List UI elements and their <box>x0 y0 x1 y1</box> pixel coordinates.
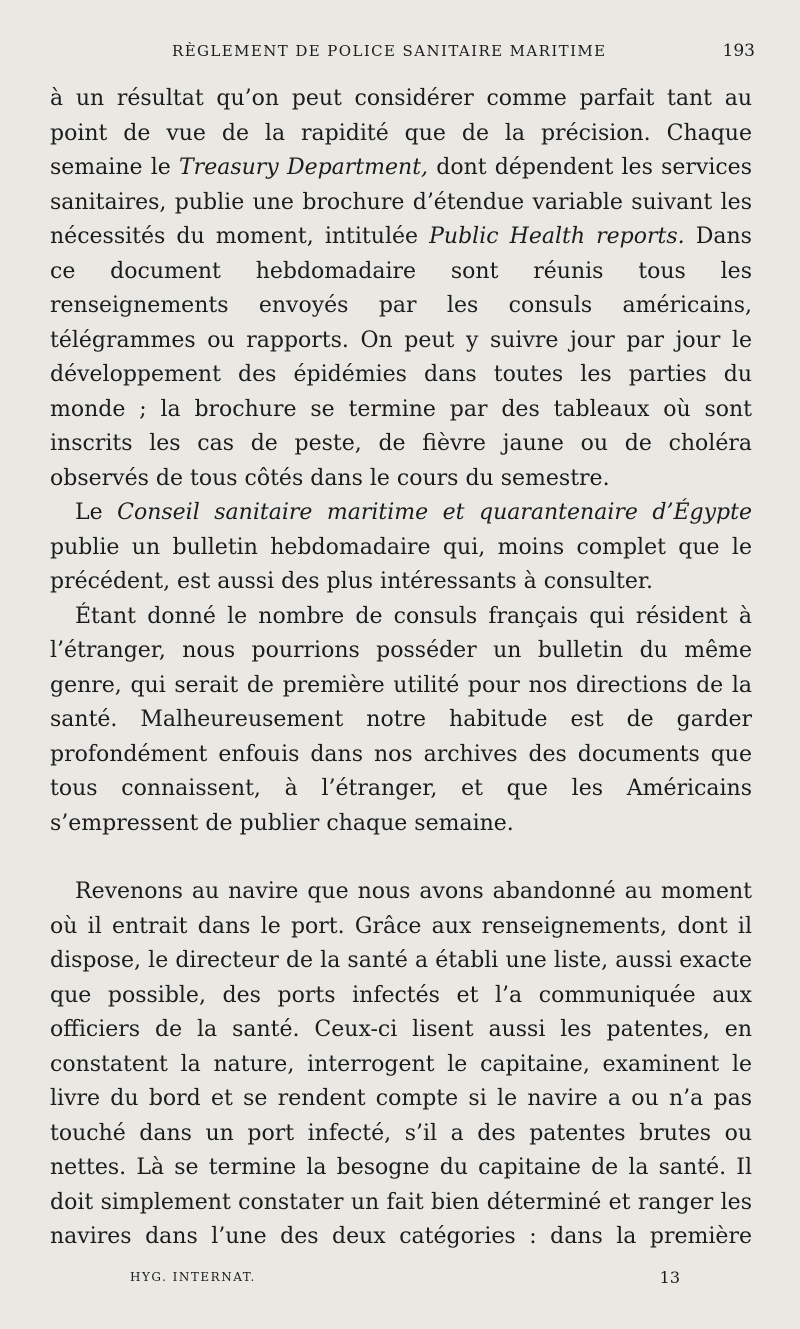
body-text <box>50 82 752 1255</box>
p1-text-3: Dans ce document hebdomadaire sont réunis tous les renseignements envoyés par les consuls américains, télégrammes ou rapports. On peut y suivre jour par jour le développement des épidémies dans toutes les parties du monde ; la brochure se termine par des tableaux où sont inscrits les cas de peste, de fièvre jaune ou de choléra observés de tous côtés dans le cours du semestre. <box>50 224 752 491</box>
page-number: 193 <box>722 41 755 61</box>
paragraph-french-consuls: Étant donné le nombre de consuls français qui résident à l’étranger, nous pourrions posséder un bulletin du même genre, qui serait de première utilité pour nos directions de la santé. Malheureusement notre habitude est de garder profondément enfouis dans nos archives des documents que tous connaissent, à l’étranger, et que les Américains s’empressent de publier chaque semaine. <box>50 603 752 836</box>
p1-text-1: à un résultat qu’on peut considérer comme parfait tant au point de vue de la rapidité que de la précision. Chaque semaine le <box>50 86 752 180</box>
running-head <box>50 42 755 64</box>
p1-text-2: dont dépendent les services sanitaires, publie une brochure d’étendue variable suivant les nécessités du moment, intitulée <box>50 155 752 249</box>
page-footer <box>130 1270 680 1290</box>
running-title: RÈGLEMENT DE POLICE SANITAIRE MARITIME <box>172 42 607 60</box>
signature-mark: HYG. INTERNAT. <box>130 1270 256 1284</box>
p2-italic-council: Conseil sanitaire maritime et quarantenaire d’Égypte <box>117 500 752 525</box>
sheet-number: 13 <box>659 1268 680 1287</box>
paragraph-ship-return: Revenons au navire que nous avons abandonné au moment où il entrait dans le port. Grâce aux renseignements, dont il dispose, le directeur de la santé a établi une liste, aussi exacte que possible, des ports infectés et l’a communiquée aux officiers de la santé. Ceux-ci lisent aussi les patentes, en constatent la nature, interrogent le capitaine, examinent le livre du bord et se rendent compte si le navire a ou n’a pas touché dans un port infecté, s’il a des patentes brutes ou nettes. Là se termine la besogne du capitaine de la santé. Il doit simplement constater un fait bien déterminé et ranger les navires dans l’une des deux catégories : dans la première <box>50 879 752 1249</box>
paragraph-continued <box>50 82 752 496</box>
p1-italic-public-health: Public Health reports. <box>429 224 685 249</box>
p2-text-1: Le <box>75 500 118 525</box>
paragraph-egypt-council <box>50 496 752 600</box>
p1-italic-treasury: Treasury Department, <box>179 155 429 180</box>
p2-text-2: publie un bulletin hebdomadaire qui, moins complet que le précédent, est aussi des plus intéressants à consulter. <box>50 534 752 594</box>
